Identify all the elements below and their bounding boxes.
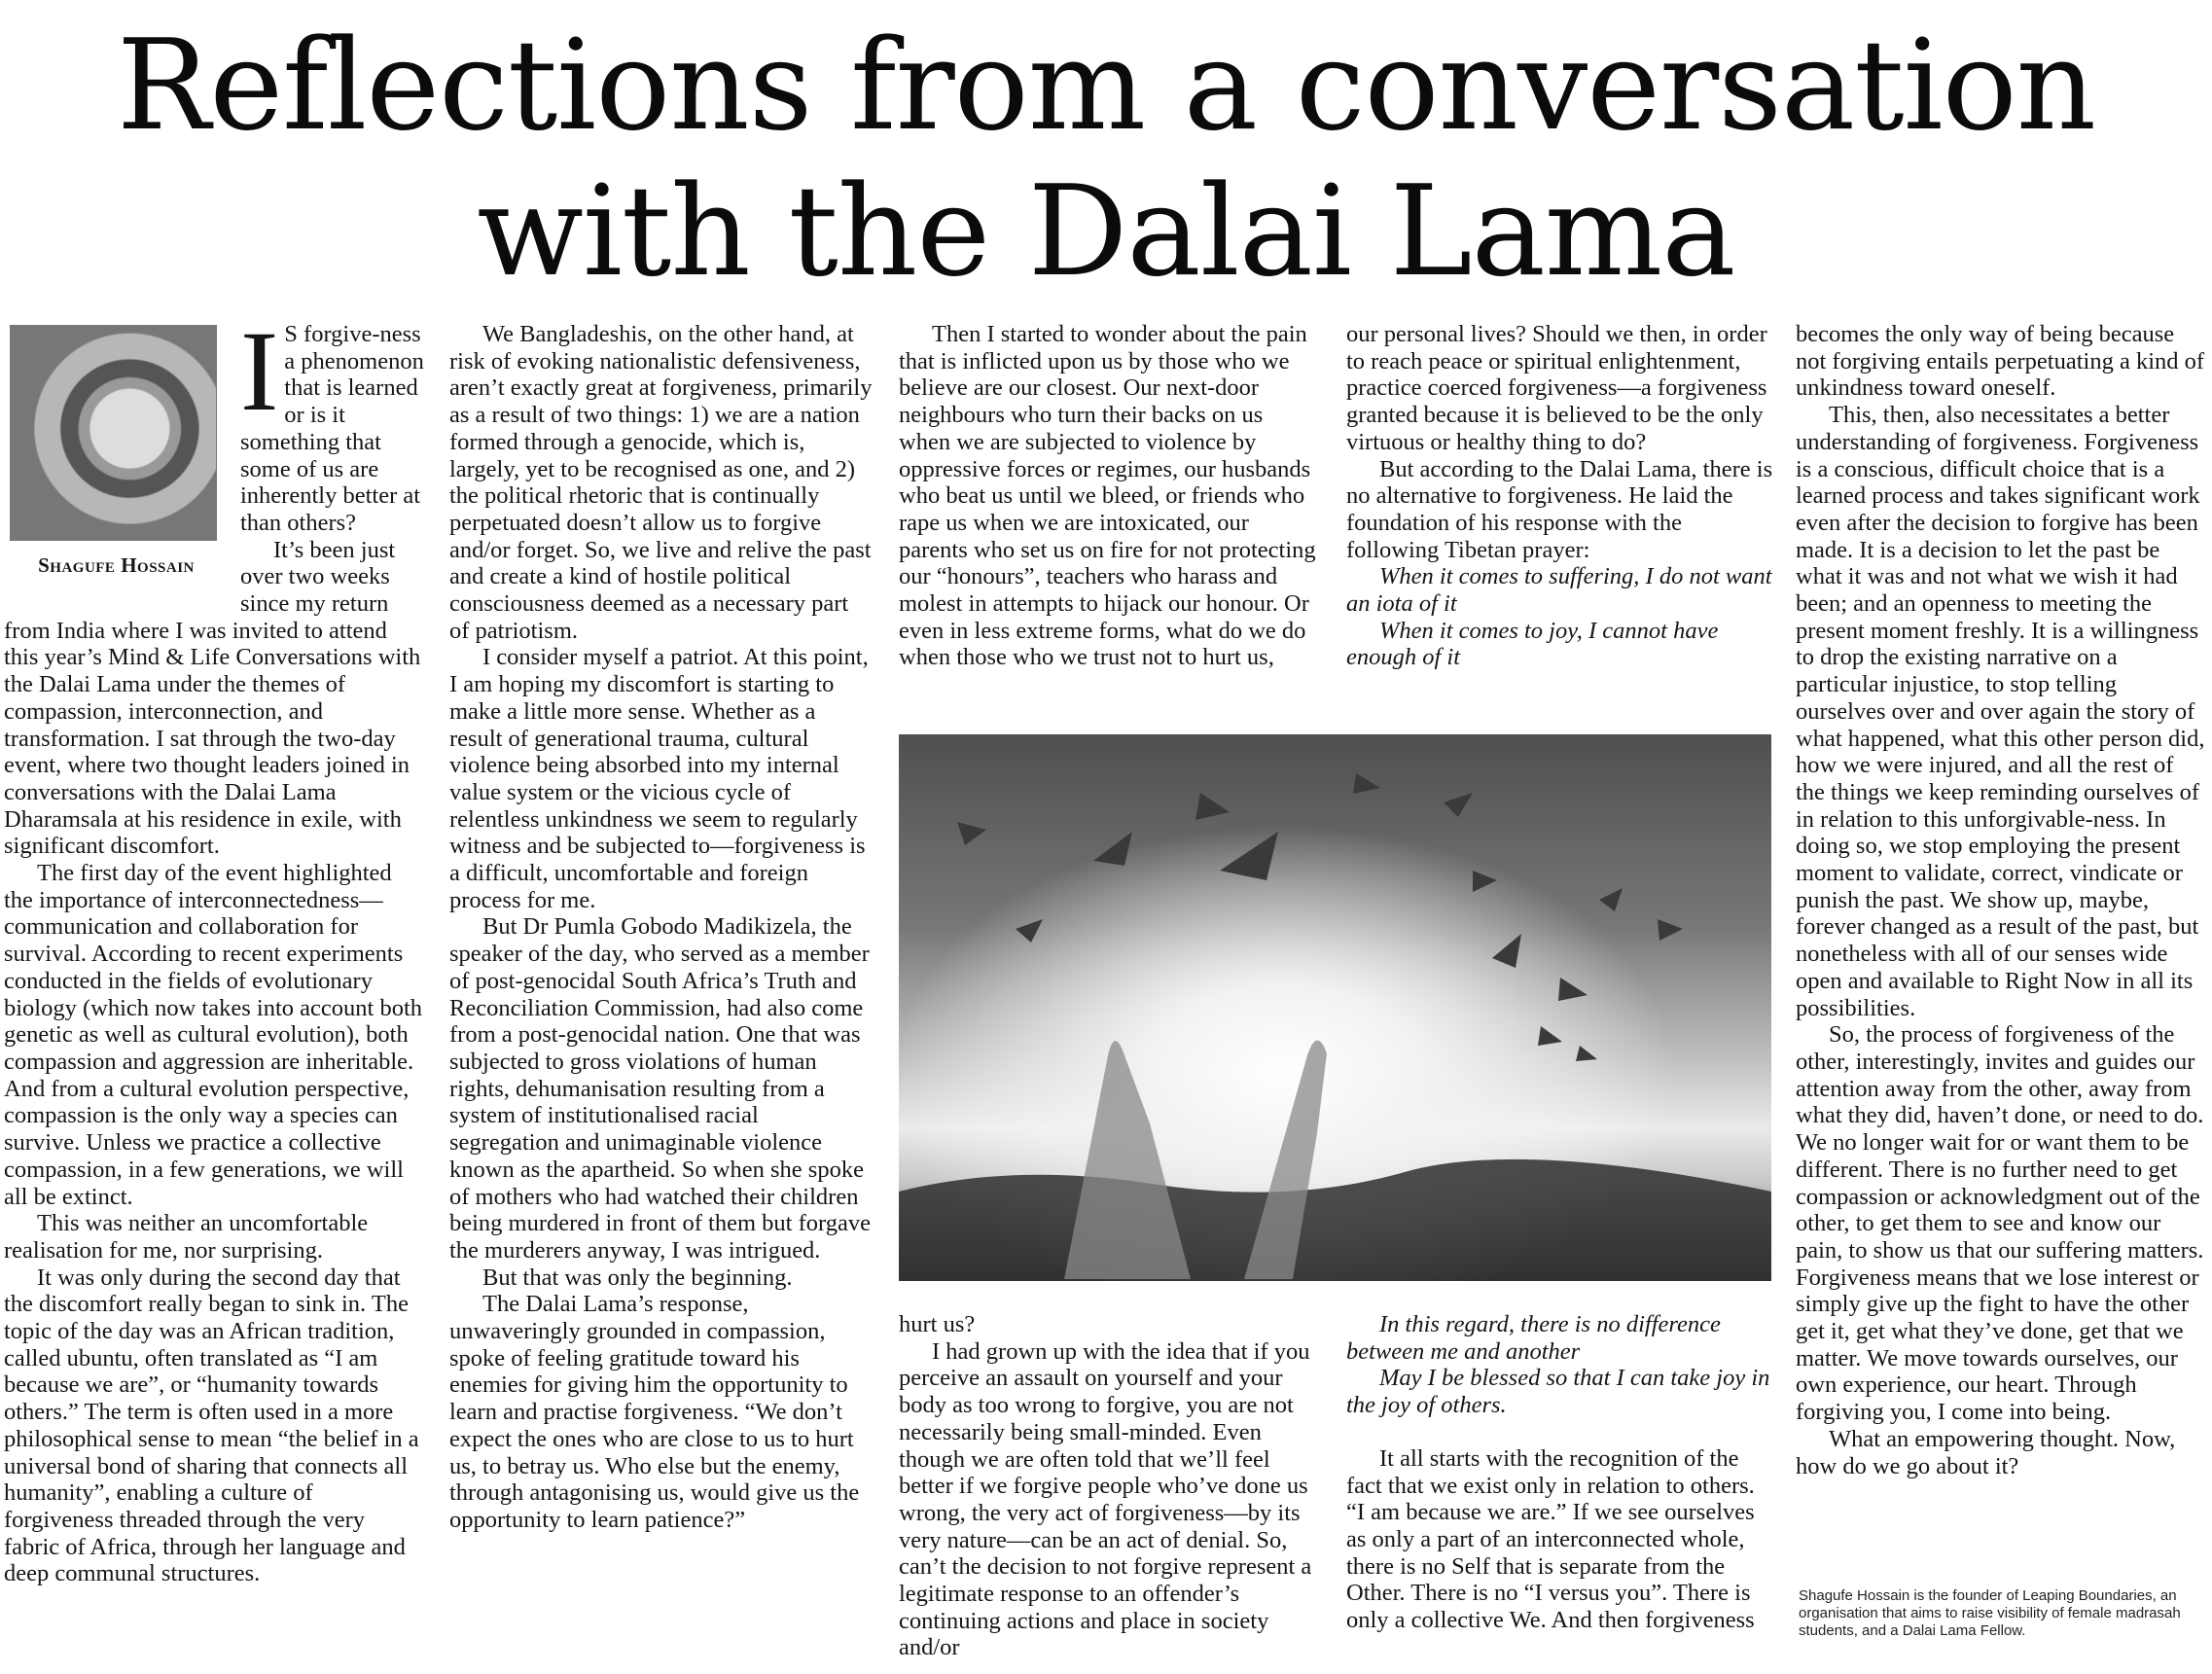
paragraph: So, the process of forgiveness of the other, interestingly, invites and guides our attention away from the other, away from what they did, haven’t done, or need to do. We no longer wait for or want them to be different. There is no further need to get compassion or acknowledgment out of the other, to get them to see and know our pain, to show us that our suffering matters. Forgiveness means that we lose interest or simply give up the fight to have the other get it, get what they’ve done, get that we matter. We move towards ourselves, our own experience, our heart. Through forgiving you, I come into being. bbox=[1796, 1021, 2204, 1426]
paragraph: But that was only the beginning. bbox=[482, 1264, 793, 1291]
paragraph: Then I started to wonder about the pain that is inflicted upon us by those who we believe are our closest. Our next-door neighbours who turn their backs on us when we are subjected to violence by oppressive forces or regimes, our husbands who beat us until we bleed, or friends who rape us when we are intoxicated, our parents who set us on fire for not protecting our “honours”, teachers who harass and molest in attempts to hijack our honour. Or even in less extreme forms, what do we do when those who we trust not to hurt us, bbox=[899, 321, 1316, 671]
paragraph: I consider myself a patriot. At this point, I am hoping my discomfort is starting to make a little more sense. Whether as a result of generational trauma, cultural violence being absorbed into my internal value system or the vicious cycle of relentless unkindness we seem to regularly witness and be subjected to—forgiveness is a difficult, uncomfortable and foreign process for me. bbox=[449, 644, 869, 913]
paragraph: This, then, also necessitates a better understanding of forgiveness. Forgiveness is a conscious, difficult choice that is a learned process and takes significant work even after the decision to forgive has been made. It is a decision to let the past be what it was and not what we wish it had been; and an openness to meeting the present moment freshly. It is a willingness to drop the existing narrative on a particular injustice, to stop telling ourselves over and over again the story of what happened, what this other person did, how we were injured, and all the rest of the things we keep reminding ourselves of in relation to this unforgivable-ness. In doing so, we stop employing the present moment to validate, correct, vindicate or punish the past. We show up, maybe, forever changed as a result of the past, but nonetheless with all of our senses wide open and available to Right Now in all its possibilities. bbox=[1796, 402, 2205, 1021]
paragraph: The Dalai Lama’s response, unwaveringly grounded in compassion, spoke of feeling gratitude toward his enemies for giving him the opportunity to learn and practise forgiveness. “We don’t expect the ones who are close to us to hurt us, to betray us. Who else but the enemy, through antagonising us, would give us the opportunity to learn patience?” bbox=[449, 1291, 860, 1533]
headline-line-2: with the Dalai Lama bbox=[477, 160, 1735, 304]
paragraph: But Dr Pumla Gobodo Madikizela, the speaker of the day, who served as a member of post-genocidal South Africa’s Truth and Reconciliation Commission, had also come from a post-genocidal nation. One that was subjected to gross violations of human rights, dehumanisation resulting from a system of institutionalised racial segregation and unimaginable violence known as the apartheid. So when she spoke of mothers who had watched their children being murdered in front of them but forgave the murderers anyway, I was intrigued. bbox=[449, 913, 871, 1264]
column-4-bottom bbox=[1346, 1311, 1774, 1673]
column-3-top bbox=[899, 321, 1319, 705]
paragraph: It’s been just over two weeks since my return from India where I was invited to attend this year’s Mind & Life Conversations with the Dalai Lama under the themes of compassion, interconnection, and transformation. I sat through the two-day event, where two thought leaders joined in conversations with the Dalai Lama Dharamsala at his residence in exile, with significant discomfort. bbox=[4, 536, 421, 860]
paragraph: becomes the only way of being because not forgiving entails perpetuating a kind of unkindness toward oneself. bbox=[1796, 321, 2205, 402]
headline-line-1: Reflections from a conversation bbox=[116, 14, 2096, 159]
headline bbox=[0, 14, 2212, 305]
paragraph: This was neither an uncomfortable realisation for me, nor surprising. bbox=[4, 1210, 369, 1264]
paragraph: It all starts with the recognition of the fact that we exist only in relation to others. “I am because we are.” If we see ourselves as only a part of an interconnected whole, there is no Self that is separate from the Other. There is no “I versus you”. There is only a collective We. And then forgiveness bbox=[1346, 1444, 1755, 1634]
column-2 bbox=[449, 321, 874, 1673]
paragraph: What an empowering thought. Now, how do we go about it? bbox=[1796, 1425, 2176, 1479]
paragraph: hurt us? bbox=[899, 1311, 976, 1337]
author-bio: Shagufe Hossain is the founder of Leaping Boundaries, an organisation that aims to raise visibility of female madrasah students, and a Dalai Lama Fellow. bbox=[1799, 1587, 2181, 1639]
column-3-bottom bbox=[899, 1311, 1319, 1673]
raised-hands-birds-image bbox=[899, 734, 1771, 1281]
prayer-line: When it comes to suffering, I do not want an iota of it bbox=[1346, 563, 1772, 618]
prayer-line: In this regard, there is no difference between me and another bbox=[1346, 1311, 1721, 1365]
portrait-photo-icon bbox=[10, 325, 217, 541]
paragraph: But according to the Dalai Lama, there is no alternative to forgiveness. He laid the foundation of his response with the following Tibetan prayer: bbox=[1346, 455, 1773, 563]
paragraph: The first day of the event highlighted the importance of interconnectedness—communication and collaboration for survival. According to recent experiments conducted in the fields of evolutionary biology (which now takes into account both genetic as well as cultural evolution), both compassion and aggression are inheritable. And from a cultural evolution perspective, compassion is the only way a species can survive. Unless we practice a collective compassion, in a few generations, we will all be extinct. bbox=[4, 860, 423, 1210]
author-photo bbox=[6, 325, 227, 609]
paragraph: I had grown up with the idea that if you perceive an assault on yourself and your body as too wrong to forgive, you are not necessarily being small-minded. Even though we are often told that we’ll feel better if we forgive people who’ve done us wrong, the very act of forgiveness—by its very nature—can be an act of denial. So, can’t the decision to not forgive represent a legitimate response to an offender’s continuing actions and place in society and/or bbox=[899, 1337, 1312, 1661]
prayer-line: May I be blessed so that I can take joy in the joy of others. bbox=[1346, 1365, 1770, 1419]
column-5 bbox=[1796, 321, 2208, 1576]
paragraph: It was only during the second day that the discomfort really began to sink in. The topic of the day was an African tradition, called ubuntu, often translated as “I am because we are”, or “humanity towards others.” The term is often used in a more philosophical sense to mean “the belief in a universal bond of sharing that connects all humanity”, enabling a culture of forgiveness threaded through the very fabric of Africa, through her language and deep communal structures. bbox=[4, 1264, 419, 1587]
article-illustration bbox=[899, 734, 1771, 1281]
column-4-top bbox=[1346, 321, 1774, 705]
paragraph: S forgive-ness a phenomenon that is learned or is it something that some of us are inherently better at than others? bbox=[240, 321, 424, 536]
column-1 bbox=[4, 321, 426, 1673]
drop-cap: I bbox=[240, 321, 279, 435]
paragraph: our personal lives? Should we then, in order to reach peace or spiritual enlightenment, practice coerced forgiveness—a forgiveness granted because it is believed to be the only virtuous or healthy thing to do? bbox=[1346, 321, 1767, 455]
paragraph: We Bangladeshis, on the other hand, at risk of evoking nationalistic defensiveness, aren’t exactly great at forgiveness, primarily as a result of two things: 1) we are a nation formed through a genocide, which is, largely, yet to be recognised as one, and 2) the political rhetoric that is continually perpetuated doesn’t allow us to forgive and/or forget. So, we live and relive the past and create a kind of hostile political consciousness deemed as a necessary part of patriotism. bbox=[449, 321, 873, 644]
prayer-line: When it comes to joy, I cannot have enough of it bbox=[1346, 617, 1719, 671]
author-byline: Shagufe Hossain bbox=[38, 553, 195, 577]
